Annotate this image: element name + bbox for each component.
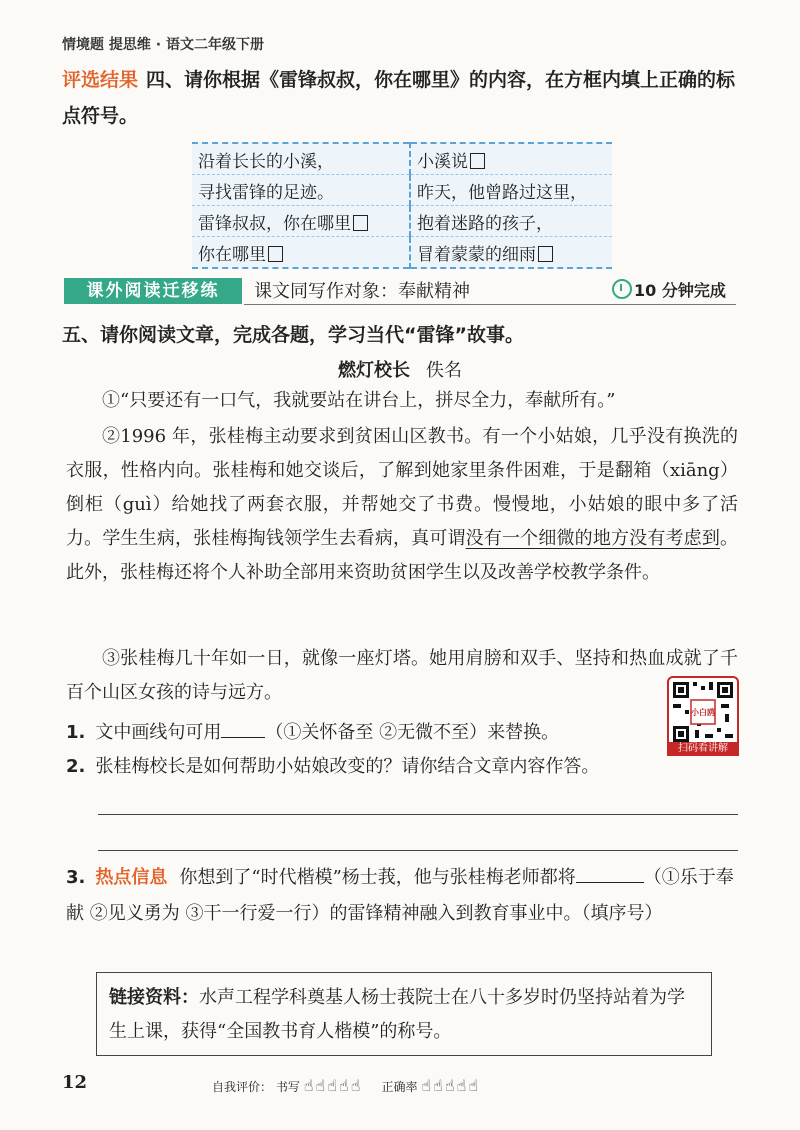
table-cell: 小溪说 <box>410 143 612 175</box>
question-4 <box>62 62 752 134</box>
punctuation-table <box>192 142 612 269</box>
qr-caption: 扫码看讲解 <box>667 742 739 756</box>
eval-tag: 评选结果 <box>62 69 139 91</box>
thumb-icon[interactable]: ☝ <box>315 1076 326 1095</box>
section-banner-text: 课文同写作对象：奉献精神 <box>254 281 470 302</box>
thumb-icon[interactable]: ☝ <box>456 1076 467 1095</box>
question-5: 五、请你阅读文章，完成各题，学习当代“雷锋”故事。 <box>62 324 524 346</box>
answer-line[interactable] <box>98 814 738 815</box>
question-5-1: 1. 文中画线句可用 （①关怀备至 ②无微不至）来替换。 <box>66 722 560 743</box>
answer-box[interactable] <box>538 246 553 262</box>
article-author: 佚名 <box>426 360 462 381</box>
thumb-icon[interactable]: ☝ <box>327 1076 337 1095</box>
article-title: 燃灯校长 <box>338 360 410 381</box>
thumb-icon[interactable]: ☝ <box>433 1076 443 1095</box>
linked-material-box <box>96 972 712 1056</box>
answer-line[interactable] <box>98 850 738 851</box>
thumb-icon[interactable]: ☝ <box>350 1076 361 1095</box>
qr-code-icon[interactable] <box>667 676 739 748</box>
table-cell: 寻找雷锋的足迹。 <box>192 175 410 206</box>
table-cell: 雷锋叔叔，你在哪里 <box>192 206 410 237</box>
table-row <box>192 143 612 175</box>
underlined-sentence: 没有一个细微的地方没有考虑到 <box>465 528 721 549</box>
thumb-icon[interactable]: ☝ <box>338 1076 349 1095</box>
banner-divider <box>244 304 736 305</box>
table-cell: 抱着迷路的孩子， <box>410 206 612 237</box>
thumb-icon[interactable]: ☝ <box>421 1076 432 1095</box>
qr-label: 小白鸥 <box>691 708 715 717</box>
thumb-icon[interactable]: ☝ <box>303 1076 314 1095</box>
table-cell: 昨天，他曾路过这里， <box>410 175 612 206</box>
question-4-text: 四、请你根据《雷锋叔叔，你在哪里》的内容，在方框内填上正确的标点符号。 <box>62 69 736 127</box>
link-label: 链接资料： <box>109 987 199 1008</box>
hot-info-tag: 热点信息 <box>95 867 168 888</box>
table-row <box>192 206 612 237</box>
table-cell: 你在哪里 <box>192 237 410 269</box>
section-banner-tag: 课外阅读迁移练 <box>64 278 242 304</box>
question-5-3: 3. 热点信息 你想到了“时代楷模”杨士莪，他与张桂梅老师都将 （①乐于奉献 ②见义勇为 ③干一行爱一行）的雷锋精神融入到教育事业中。（填序号） <box>66 867 734 924</box>
table-cell: 沿着长长的小溪， <box>192 143 410 175</box>
clock-icon <box>612 279 632 299</box>
paragraph-3: ③张桂梅几十年如一日，就像一座灯塔。她用肩膀和双手、坚持和热血成就了千百个山区女孩的诗与远方。 <box>66 648 738 703</box>
answer-box[interactable] <box>268 246 283 262</box>
thumb-icon[interactable]: ☝ <box>468 1076 479 1095</box>
article-heading <box>0 356 800 382</box>
page-number: 12 <box>62 1072 88 1093</box>
fill-blank[interactable] <box>221 737 265 738</box>
self-evaluation: 自我评价： 书写 ☝ ☝ ☝ ☝ ☝ 正确率 ☝ ☝ ☝ ☝ ☝ <box>212 1076 479 1095</box>
clock-hand <box>620 284 622 291</box>
paragraph-1: ①“只要还有一口气，我就要站在讲台上，拼尽全力，奉献所有。” <box>102 390 616 411</box>
paragraph-2: ②1996 年，张桂梅主动要求到贫困山区教书。有一个小姑娘，几乎没有换洗的衣服，性格内向。张桂梅和她交谈后，了解到她家里条件困难，于是翻箱（xiāng）倒柜（guì）给她找了两套衣服，并帮她交了书费。慢慢地，小姑娘的眼中多了活力。学生生病，张桂梅掏钱领学生去看病，真可谓没有一个细微的地方没有考虑到。此外，张桂梅还将个人补助全部用来资助贫困学生以及改善学校教学条件。 <box>66 426 739 583</box>
question-5-2: 2. 张桂梅校长是如何帮助小姑娘改变的？请你结合文章内容作答。 <box>66 756 600 777</box>
answer-box[interactable] <box>470 153 485 169</box>
link-text: 水声工程学科奠基人杨士莪院士在八十多岁时仍坚持站着为学生上课，获得“全国教书育人楷模”的称号。 <box>109 987 685 1042</box>
page-header: 情境题 提思维 · 语文二年级下册 <box>62 37 264 53</box>
table-cell: 冒着蒙蒙的细雨 <box>410 237 612 269</box>
table-row <box>192 175 612 206</box>
answer-box[interactable] <box>353 215 368 231</box>
time-limit: 10 分钟完成 <box>634 281 726 300</box>
table-row <box>192 237 612 269</box>
fill-blank[interactable] <box>576 882 644 883</box>
thumb-icon[interactable]: ☝ <box>444 1076 455 1095</box>
